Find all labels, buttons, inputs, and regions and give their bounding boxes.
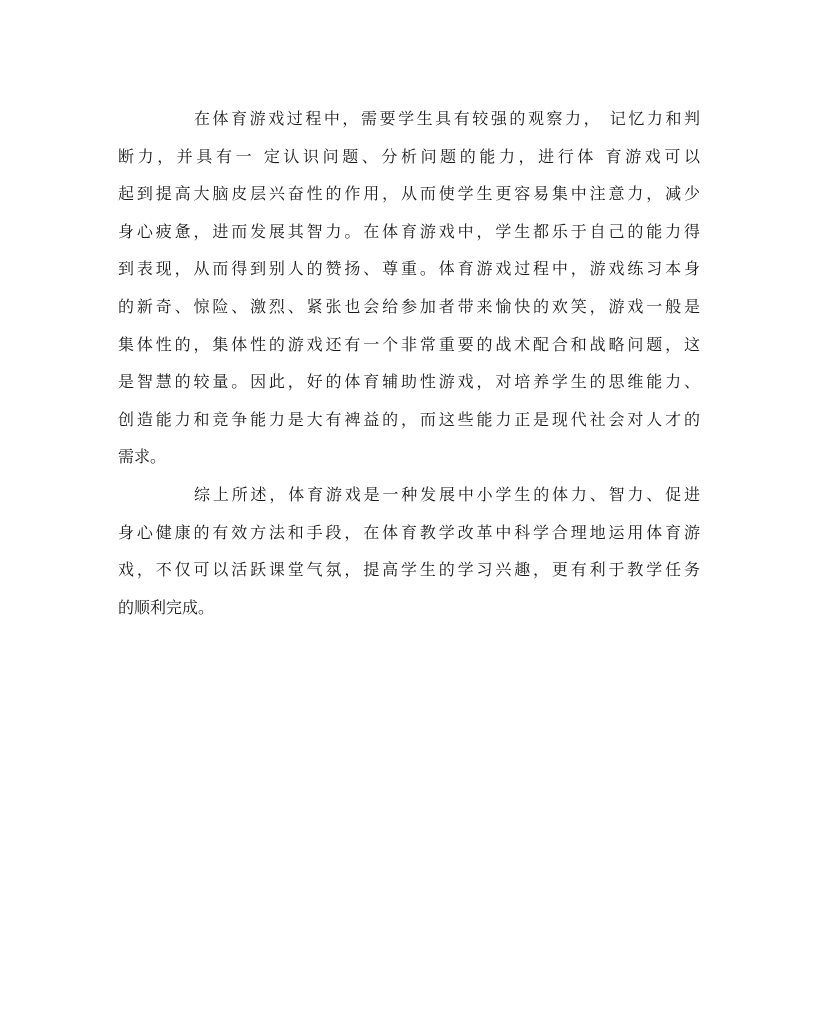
paragraph-1 [118, 100, 700, 476]
paragraph-line: 的顺利完成。 [118, 597, 215, 617]
paragraph-line: 断力，并具有一 定认识问题、分析问题的能力，进行体 育游戏可以 [118, 146, 700, 166]
paragraph-line: 需求。 [118, 447, 167, 467]
paragraph-line: 综上所述，体育游戏是一种发展中小学生的体力、智力、促进 [194, 484, 700, 504]
document-body [118, 100, 700, 626]
paragraph-2 [118, 476, 700, 626]
paragraph-line: 起到提高大脑皮层兴奋性的作用，从而使学生更容易集中注意力，减少 [118, 184, 700, 204]
paragraph-line: 的新奇、惊险、激烈、紧张也会给参加者带来愉快的欢笑，游戏一般是 [118, 296, 700, 316]
paragraph-line: 在体育游戏过程中，需要学生具有较强的观察力， 记忆力和判 [194, 109, 700, 128]
paragraph-line: 创造能力和竞争能力是大有裨益的，而这些能力正是现代社会对人才的 [118, 409, 700, 429]
paragraph-line: 戏，不仅可以活跃课堂气氛，提高学生的学习兴趣，更有利于教学任务 [118, 560, 700, 580]
paragraph-line: 到表现，从而得到别人的赞扬、尊重。体育游戏过程中，游戏练习本身 [118, 259, 700, 279]
paragraph-line: 身心健康的有效方法和手段，在体育教学改革中科学合理地运用体育游 [118, 522, 700, 542]
paragraph-line: 集体性的，集体性的游戏还有一个非常重要的战术配合和战略问题，这 [118, 334, 700, 354]
paragraph-line: 是智慧的较量。因此，好的体育辅助性游戏，对培养学生的思维能力、 [118, 372, 700, 392]
paragraph-line: 身心疲惫，进而发展其智力。在体育游戏中，学生都乐于自己的能力得 [118, 221, 700, 241]
